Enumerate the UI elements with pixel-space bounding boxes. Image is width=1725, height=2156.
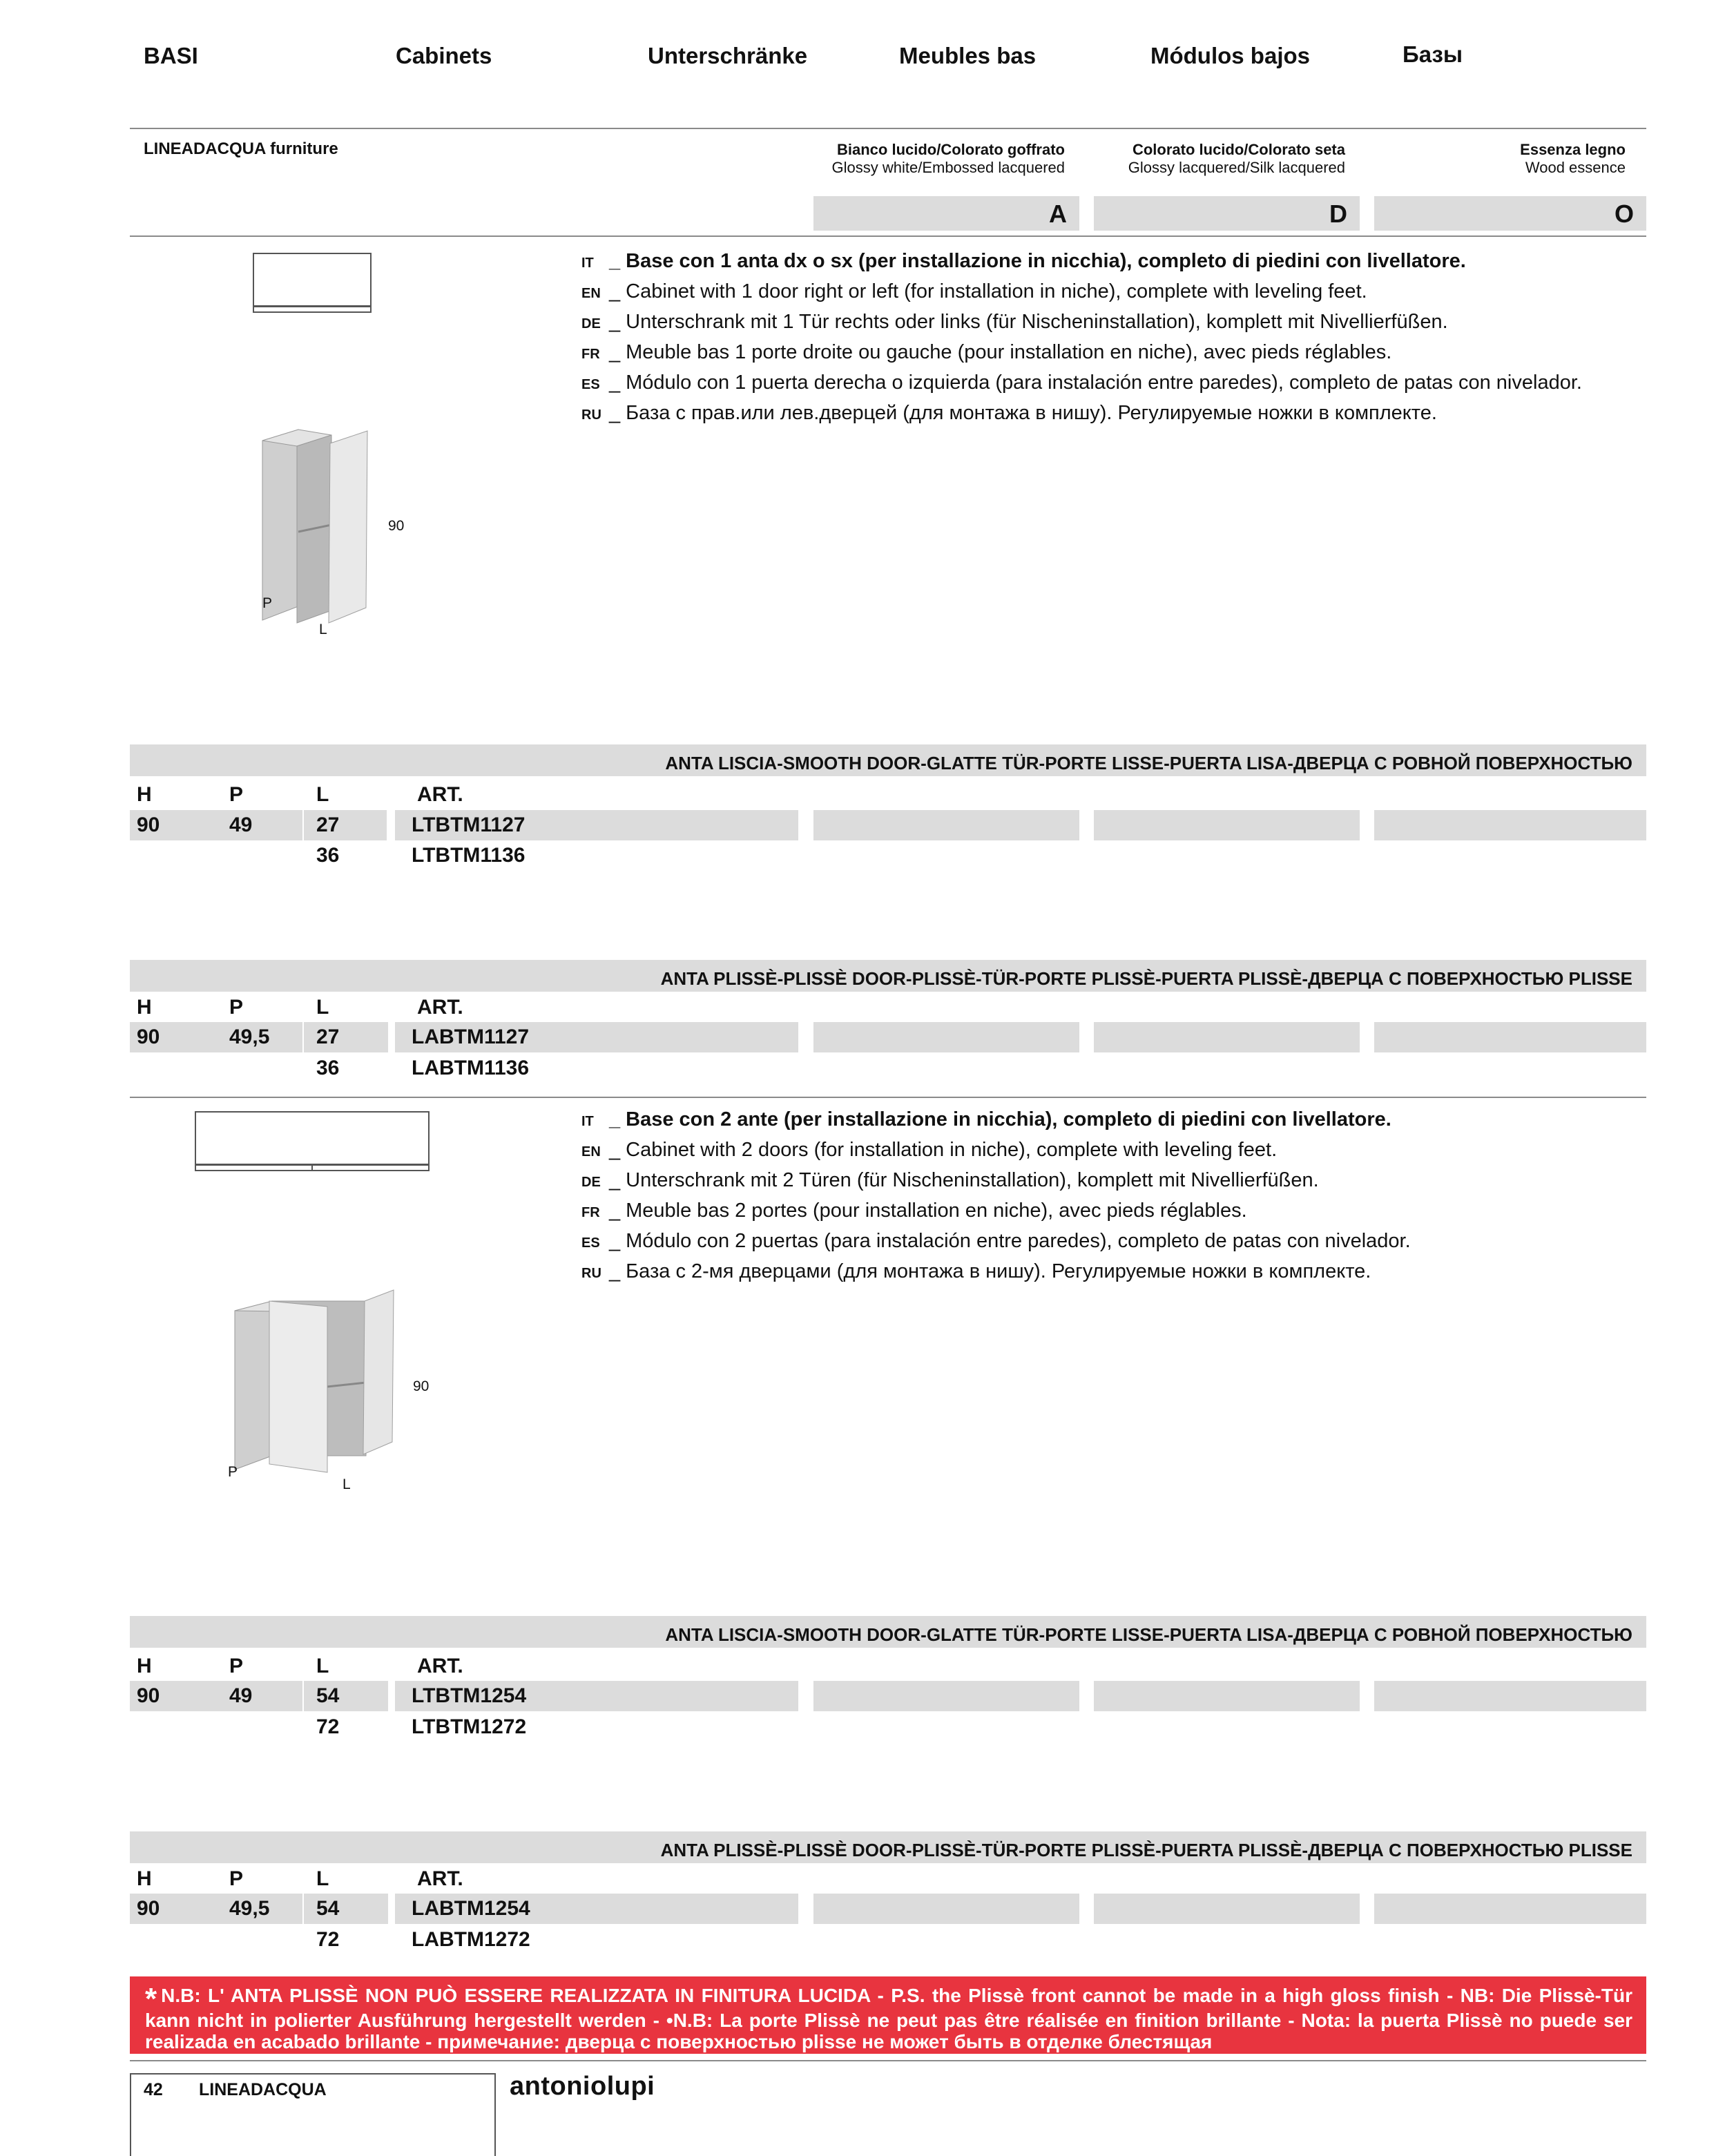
col-header-art: ART. [417, 783, 463, 806]
header-title-en: Cabinets [396, 43, 492, 68]
col-gap [388, 1894, 395, 1924]
col-gap [388, 810, 395, 840]
desc-line-de: DE _ Unterschrank mit 2 Türen (für Nischeninstallation), komplett mit Nivellierfüßen. [581, 1169, 1319, 1191]
finish-cell-d [1094, 810, 1360, 840]
cell-h: 90 [137, 1684, 160, 1707]
cell-p: 49 [229, 814, 253, 836]
plisse-finish-note [130, 1976, 1646, 2054]
finish-cell-a [813, 810, 1079, 840]
note-star: * [145, 1982, 157, 2016]
cabinet-2-door-illustration [231, 1286, 403, 1479]
product-1-depth-dim: P [262, 595, 273, 611]
cell-l: 27 [316, 814, 340, 836]
finishes-divider [130, 235, 1646, 237]
product-2-width-dim: L [343, 1476, 351, 1492]
cell-l: 54 [316, 1684, 340, 1707]
cell-l: 27 [316, 1026, 340, 1048]
col-separator [302, 1022, 304, 1052]
finish-code-d: D [1094, 196, 1360, 231]
cabinet-2-door-top-view [195, 1110, 431, 1174]
finish-column-o [1374, 141, 1626, 177]
col-header-l: L [316, 1655, 329, 1677]
desc-line-en: EN _ Cabinet with 2 doors (for installation in niche), complete with leveling feet. [581, 1139, 1278, 1161]
desc-line-fr: FR _ Meuble bas 2 portes (pour installation en niche), avec pieds réglables. [581, 1200, 1247, 1222]
header-divider [130, 128, 1646, 129]
header-title-it: BASI [144, 43, 198, 68]
cell-l: 36 [316, 1057, 340, 1079]
desc-line-it: IT _ Base con 2 ante (per installazione in nicchia), completo di piedini con livellatore. [581, 1108, 1391, 1130]
table-title: ANTA PLISSÈ-PLISSÈ DOOR-PLISSÈ-TÜR-PORTE PLISSÈ-PUERTA PLISSÈ-ДВЕРЦА С ПОВЕРХНОСТЬЮ PLISSE [660, 1840, 1632, 1860]
header-title-de: Unterschränke [648, 43, 808, 68]
cell-art: LTBTM1272 [412, 1715, 527, 1738]
product-2-descriptions [581, 1106, 1411, 1288]
col-header-art: ART. [417, 1867, 463, 1890]
table-title-bar [130, 1831, 1646, 1863]
table-title-bar [130, 1616, 1646, 1648]
header-title-es: Módulos bajos [1150, 43, 1310, 68]
col-header-p: P [229, 783, 244, 806]
cell-art: LABTM1272 [412, 1928, 530, 1951]
finish-cell-o [1374, 1681, 1646, 1711]
cell-art: LTBTM1136 [412, 844, 526, 867]
footer-divider [130, 2060, 1646, 2061]
footer-collection: LINEADACQUA [199, 2080, 327, 2099]
note-text: N.B: L' ANTA PLISSÈ NON PUÒ ESSERE REALIZZATA IN FINITURA LUCIDA - P.S. the Plissè front cannot be made in a high gloss finish - NB: Die Plissè-Tür kann nicht in polierter Ausführung hergestellt werden - •N.B: La porte Plissè ne peut pas être réalisée en finition brillante - Nota: la puerta Plissè no puede ser realizada en acabado brillante - примечание: дверца с поверхностью plisse не может быть в отделке блестящая [145, 1985, 1632, 2052]
cell-l: 72 [316, 1928, 340, 1951]
finish-code-a: A [813, 196, 1079, 231]
desc-line-fr: FR _ Meuble bas 1 porte droite ou gauche (pour installation en niche), avec pieds réglables. [581, 341, 1392, 363]
table-title: ANTA LISCIA-SMOOTH DOOR-GLATTE TÜR-PORTE LISSE-PUERTA LISA-ДВЕРЦА С РОВНОЙ ПОВЕРХНОСТЬЮ [665, 1624, 1632, 1645]
finish-a-name: Bianco lucido/Colorato goffrato [837, 141, 1065, 158]
desc-line-en: EN _ Cabinet with 1 door right or left (for installation in niche), complete with leveling feet. [581, 280, 1367, 302]
col-gap [388, 1681, 395, 1711]
cell-art: LABTM1136 [412, 1057, 530, 1079]
table-title: ANTA LISCIA-SMOOTH DOOR-GLATTE TÜR-PORTE LISSE-PUERTA LISA-ДВЕРЦА С РОВНОЙ ПОВЕРХНОСТЬЮ [665, 753, 1632, 773]
finishes-label: LINEADACQUA furniture [144, 139, 338, 158]
desc-line-it: IT _ Base con 1 anta dx o sx (per installazione in nicchia), completo di piedini con livellatore. [581, 250, 1466, 272]
page-number: 42 [144, 2080, 163, 2099]
cell-h: 90 [137, 814, 160, 836]
header-title-ru: Базы [1403, 41, 1463, 67]
desc-line-de: DE _ Unterschrank mit 1 Tür rechts oder links (für Nischeninstallation), komplett mit Nivellierfüßen. [581, 311, 1448, 333]
cell-art: LTBTM1254 [412, 1684, 527, 1707]
col-header-l: L [316, 1867, 329, 1890]
col-gap [388, 1022, 395, 1052]
col-header-p: P [229, 996, 244, 1019]
col-header-l: L [316, 996, 329, 1019]
finish-column-d [1094, 141, 1345, 177]
col-header-p: P [229, 1867, 244, 1890]
desc-line-es: ES _ Módulo con 1 puerta derecha o izquierda (para instalación entre paredes), completo de patas con nivelador. [581, 372, 1582, 394]
finish-o-name-en: Wood essence [1525, 159, 1626, 176]
table-title-bar [130, 960, 1646, 992]
cell-l: 54 [316, 1897, 340, 1920]
finish-cell-a [813, 1022, 1079, 1052]
cell-l: 36 [316, 844, 340, 867]
col-header-l: L [316, 783, 329, 806]
finish-o-name: Essenza legno [1520, 141, 1626, 158]
cabinet-1-door-illustration [256, 428, 373, 628]
finish-cell-a [813, 1681, 1079, 1711]
desc-line-ru: RU _ База с прав.или лев.дверцей (для монтажа в нишу). Регулируемые ножки в комплекте. [581, 402, 1437, 424]
product-2-height-dim: 90 [413, 1378, 430, 1394]
col-header-p: P [229, 1655, 244, 1677]
finish-cell-d [1094, 1022, 1360, 1052]
product-1-height-dim: 90 [388, 518, 405, 534]
finish-d-name: Colorato lucido/Colorato seta [1132, 141, 1345, 158]
finish-cell-o [1374, 1022, 1646, 1052]
product-divider [130, 1097, 1646, 1098]
cell-h: 90 [137, 1026, 160, 1048]
col-header-h: H [137, 783, 152, 806]
desc-line-ru: RU _ База с 2-мя дверцами (для монтажа в нишу). Регулируемые ножки в комплекте. [581, 1260, 1371, 1282]
col-separator [302, 1681, 304, 1711]
col-header-h: H [137, 1867, 152, 1890]
col-separator [302, 1894, 304, 1924]
cell-l: 72 [316, 1715, 340, 1738]
finish-cell-o [1374, 810, 1646, 840]
cabinet-1-door-top-view [253, 253, 374, 315]
finish-cell-a [813, 1894, 1079, 1924]
cell-p: 49,5 [229, 1026, 270, 1048]
finish-cell-d [1094, 1681, 1360, 1711]
finish-column-a [813, 141, 1065, 177]
brand-logo: antoniolupi [510, 2072, 655, 2101]
col-header-art: ART. [417, 1655, 463, 1677]
finish-cell-o [1374, 1894, 1646, 1924]
product-2-depth-dim: P [228, 1464, 238, 1480]
desc-line-es: ES _ Módulo con 2 puertas (para instalación entre paredes), completo de patas con nivelador. [581, 1230, 1411, 1252]
product-1-descriptions [581, 247, 1582, 430]
finish-d-name-en: Glossy lacquered/Silk lacquered [1128, 159, 1345, 176]
cell-h: 90 [137, 1897, 160, 1920]
cell-art: LTBTM1127 [412, 814, 526, 836]
table-title-bar [130, 744, 1646, 776]
cell-p: 49 [229, 1684, 253, 1707]
col-header-h: H [137, 1655, 152, 1677]
finish-cell-d [1094, 1894, 1360, 1924]
cell-p: 49,5 [229, 1897, 270, 1920]
header-title-fr: Meubles bas [899, 43, 1037, 68]
cell-art: LABTM1254 [412, 1897, 530, 1920]
product-1-width-dim: L [319, 622, 327, 637]
col-header-h: H [137, 996, 152, 1019]
col-header-art: ART. [417, 996, 463, 1019]
finish-a-name-en: Glossy white/Embossed lacquered [831, 159, 1065, 176]
cell-art: LABTM1127 [412, 1026, 530, 1048]
table-title: ANTA PLISSÈ-PLISSÈ DOOR-PLISSÈ-TÜR-PORTE PLISSÈ-PUERTA PLISSÈ-ДВЕРЦА С ПОВЕРХНОСТЬЮ PLISSE [660, 968, 1632, 989]
finish-code-o: O [1374, 196, 1646, 231]
